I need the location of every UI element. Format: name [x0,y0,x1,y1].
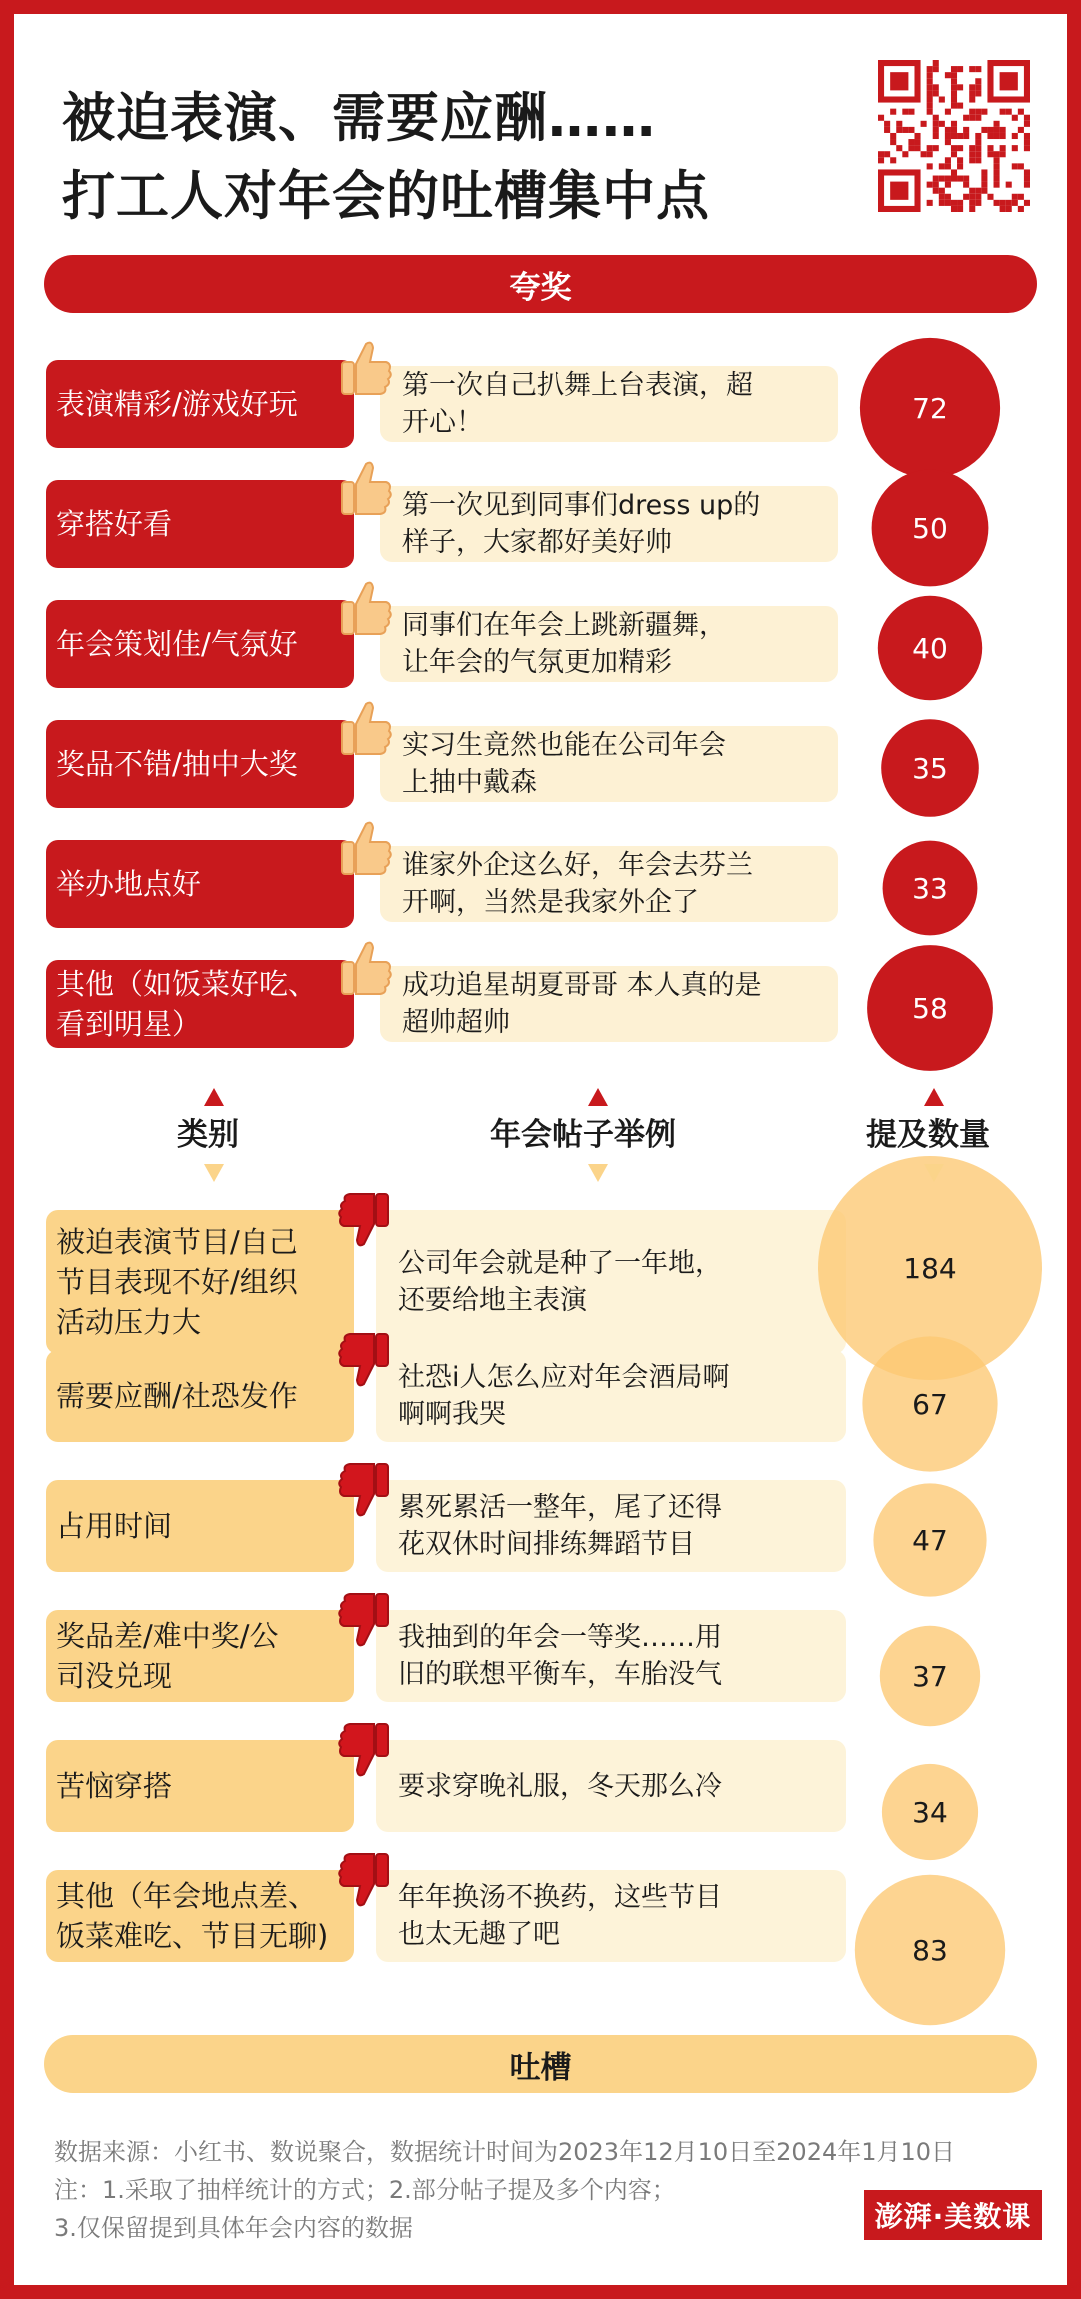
footer-source: 数据来源：小红书、数说聚合，数据统计时间为2023年12月10日至2024年1月10日 [54,2138,956,2166]
bubble-value-label: 58 [912,992,948,1025]
category-line: 看到明星） [56,1007,202,1041]
category-line: 奖品差/难中奖/公 [56,1619,279,1653]
title-line-2: 打工人对年会的吐槽集中点 [62,166,710,227]
example-line: 第一次见到同事们dress up的 [402,490,761,521]
bubble-value-label: 40 [912,632,948,665]
category-line: 节目表现不好/组织 [56,1265,298,1299]
category-line: 年会策划佳/气氛好 [56,627,298,661]
bubble-value-label: 50 [912,512,948,545]
category-line: 举办地点好 [56,867,202,901]
arrow-up-icon [920,1086,948,1110]
arrow-down-icon [920,1160,948,1184]
example-line: 让年会的气氛更加精彩 [402,647,672,678]
example-line: 年年换汤不换药，这些节目 [398,1882,722,1913]
example-line: 成功追星胡夏哥哥 本人真的是 [402,970,762,1001]
example-line: 同事们在年会上跳新疆舞， [402,610,726,641]
example-line: 实习生竟然也能在公司年会 [402,730,726,761]
example-line: 啊啊我哭 [398,1399,506,1430]
category-line: 司没兑现 [56,1659,173,1693]
banner-praise: 夸奖 [44,255,1037,313]
arrow-down-icon [200,1160,228,1184]
title-line-1: 被迫表演、需要应酬…… [62,88,656,149]
brand-logo: 澎湃·美数课 [864,2190,1042,2240]
category-line: 其他（如饭菜好吃、 [56,967,318,1001]
header-example: 年会帖子举例 [490,1117,676,1153]
example-line: 开啊，当然是我家外企了 [402,887,699,918]
example-line: 公司年会就是种了一年地， [398,1248,722,1279]
footer-note-1: 注：1.采取了抽样统计的方式；2.部分帖子提及多个内容； [54,2176,676,2204]
bubble-value-label: 34 [912,1796,948,1829]
category-line: 需要应酬/社恐发作 [56,1379,298,1413]
category-line: 占用时间 [56,1509,173,1543]
example-line: 要求穿晚礼服，冬天那么冷 [398,1770,722,1802]
example-line: 也太无趣了吧 [398,1919,560,1950]
category-line: 饭菜难吃、节目无聊) [56,1919,329,1953]
example-line: 旧的联想平衡车，车胎没气 [398,1659,722,1690]
arrow-up-icon [200,1086,228,1110]
example-line: 花双休时间排练舞蹈节目 [398,1529,695,1560]
header-count: 提及数量 [866,1117,990,1153]
category-line: 其他（年会地点差、 [56,1879,318,1913]
example-line: 我抽到的年会一等奖……用 [398,1622,722,1653]
arrow-up-icon [584,1086,612,1110]
category-line: 穿搭好看 [56,507,173,541]
bubble-value-label: 37 [912,1660,948,1693]
example-line: 开心！ [402,407,483,438]
bubble-value-label: 72 [912,392,948,425]
bubble-value-label: 83 [912,1934,948,1967]
bubble-value-label: 184 [903,1252,957,1285]
example-line: 谁家外企这么好，年会去芬兰 [402,850,753,881]
bubble-value-label: 67 [912,1388,948,1421]
example-line: 样子，大家都好美好帅 [402,527,672,558]
example-line: 累死累活一整年，尾了还得 [398,1492,722,1523]
bubble-value-label: 47 [912,1524,948,1557]
example-line: 社恐i人怎么应对年会酒局啊 [398,1362,730,1393]
category-line: 表演精彩/游戏好玩 [56,387,298,421]
example-line: 还要给地主表演 [398,1285,587,1316]
bubble-value-label: 35 [912,752,948,785]
arrow-down-icon [584,1160,612,1184]
header-category: 类别 [177,1117,239,1153]
infographic [14,14,1067,2285]
footer-note-2: 3.仅保留提到具体年会内容的数据 [54,2214,413,2242]
example-line: 第一次自己扒舞上台表演，超 [402,370,753,401]
category-line: 被迫表演节目/自己 [56,1225,298,1259]
example-line: 超帅超帅 [402,1007,510,1038]
bubble-value-label: 33 [912,872,948,905]
category-line: 活动压力大 [56,1305,202,1339]
category-line: 苦恼穿搭 [56,1769,173,1803]
category-line: 奖品不错/抽中大奖 [56,747,298,781]
example-line: 上抽中戴森 [402,767,537,798]
banner-complaint: 吐槽 [44,2035,1037,2093]
